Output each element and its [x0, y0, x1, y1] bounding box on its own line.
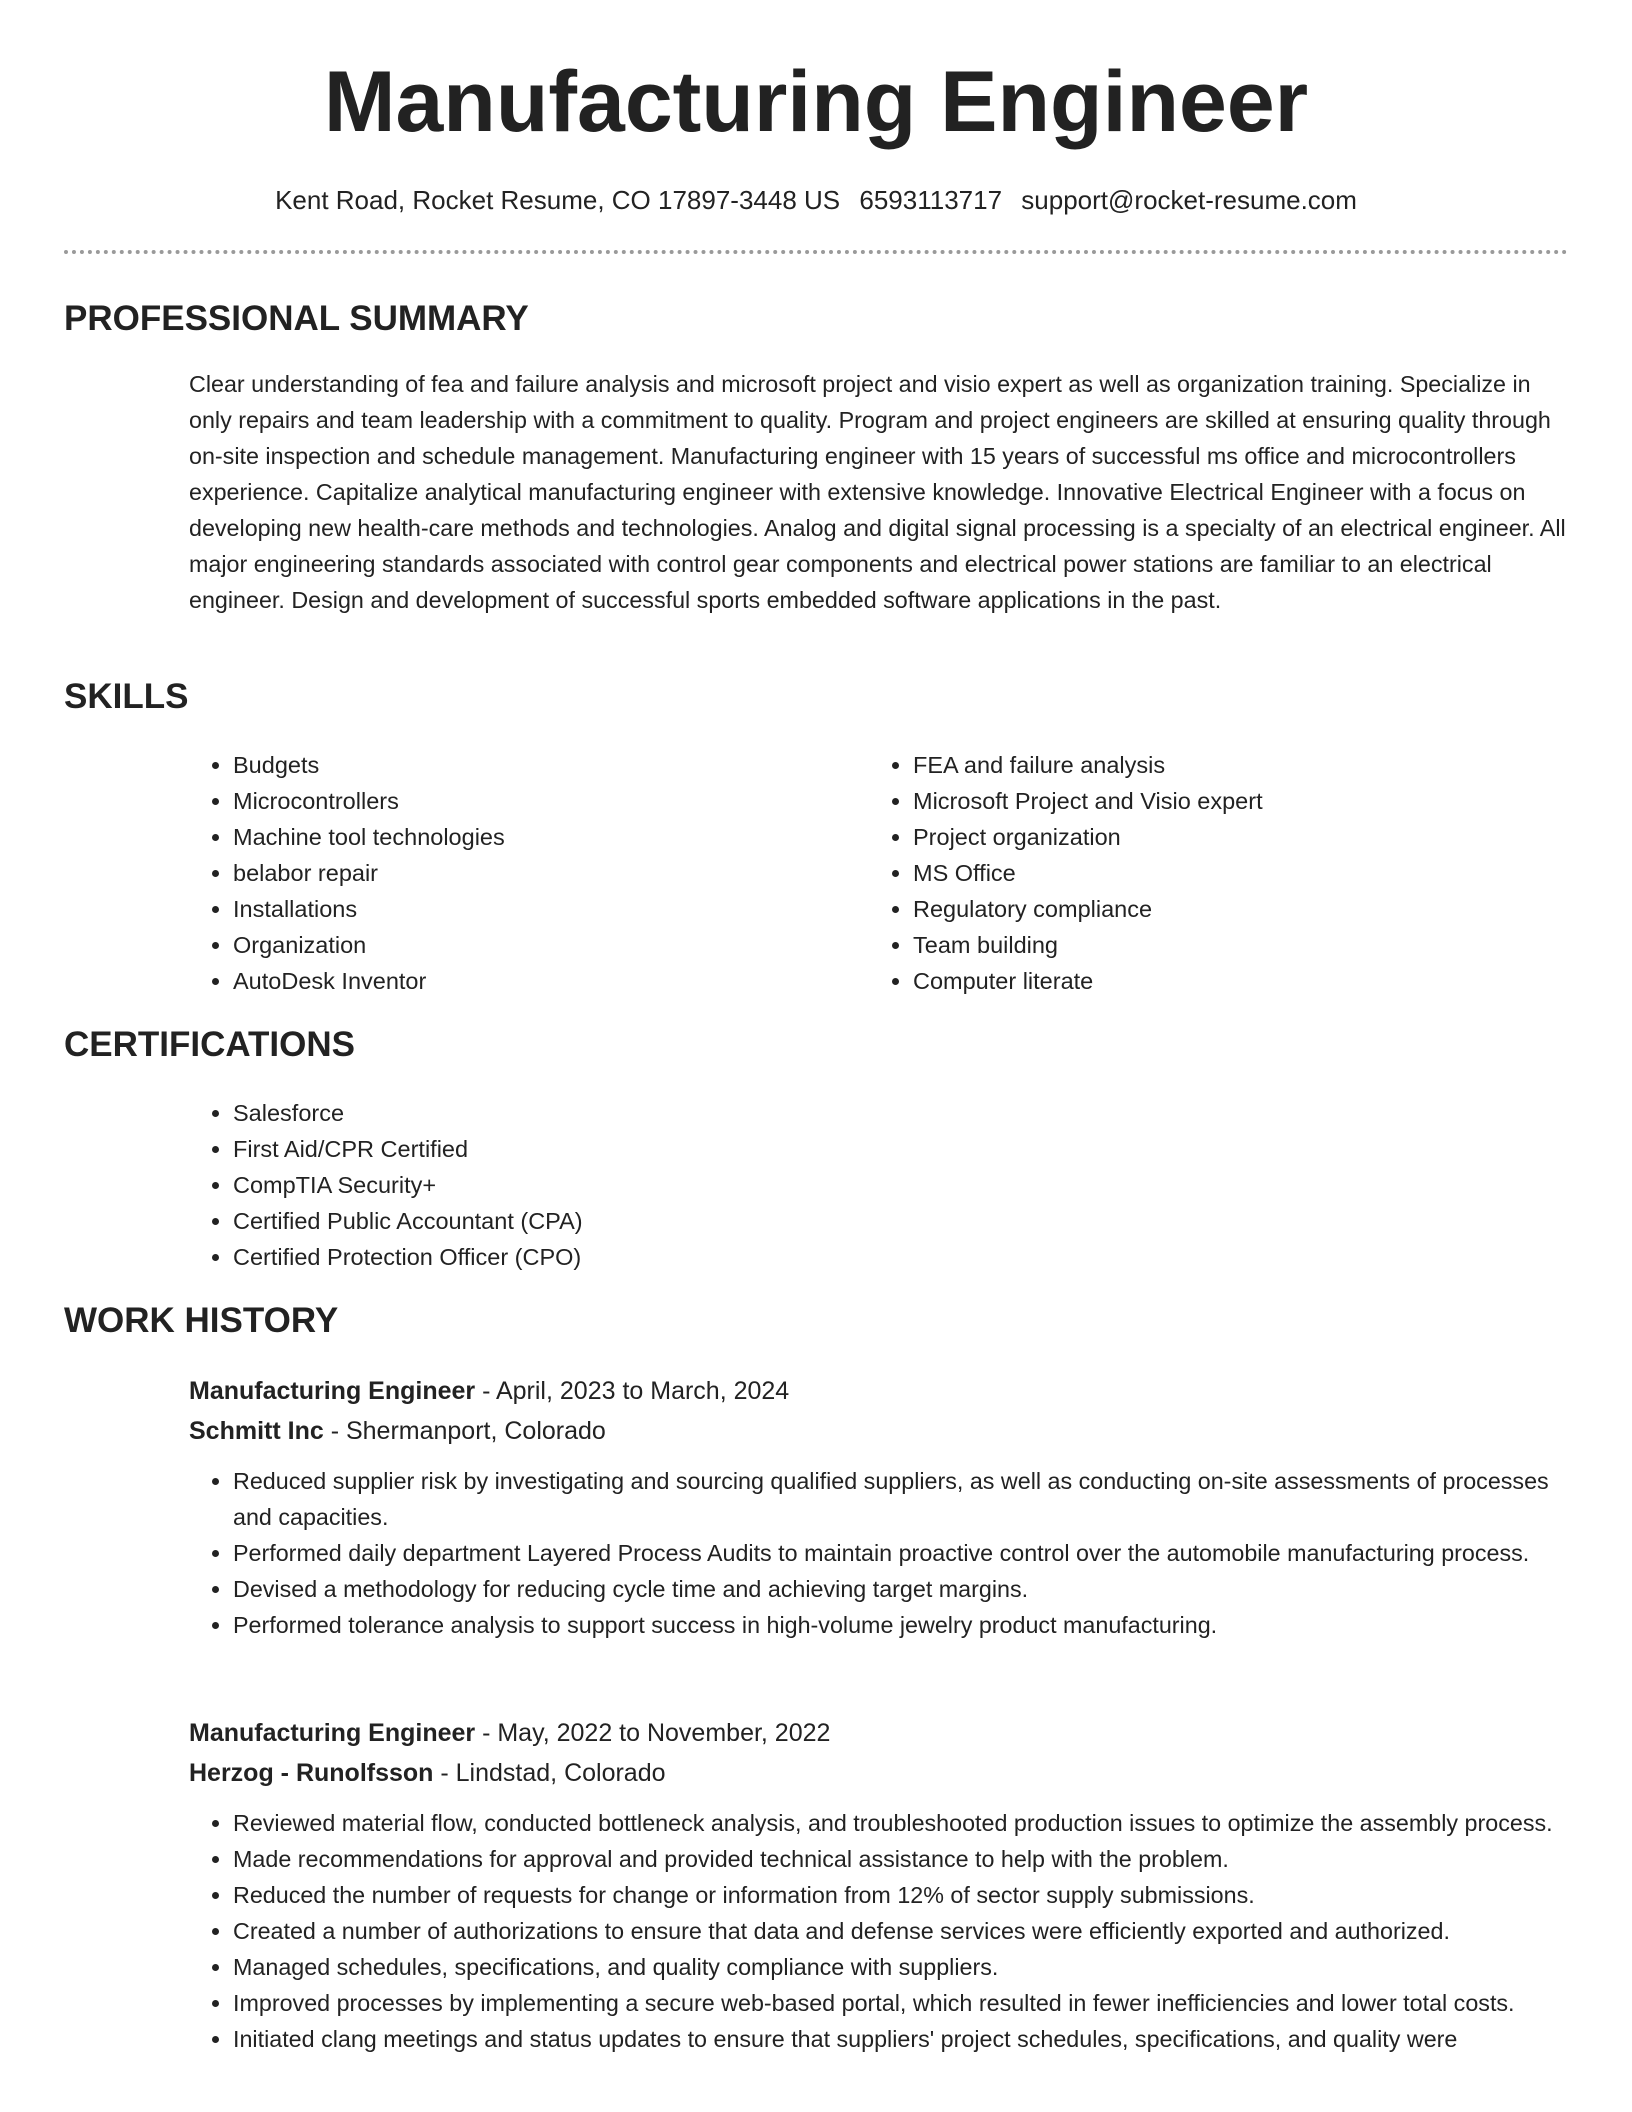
certification-item: • First Aid/CPR Certified	[233, 1131, 583, 1167]
job-company-line	[189, 1753, 1569, 1793]
job-bullet: • Reduced supplier risk by investigating and sourcing qualified suppliers, as well as conducting on-site assessments of processes and capacities.	[233, 1463, 1569, 1535]
job-title: Manufacturing Engineer	[189, 1719, 476, 1747]
certification-item: • Salesforce	[233, 1095, 583, 1131]
skill-item: • Microcontrollers	[233, 783, 809, 819]
summary-heading: PROFESSIONAL SUMMARY	[64, 299, 529, 338]
job-bullet: • Performed tolerance analysis to support success in high-volume jewelry product manufacturing.	[233, 1607, 1569, 1643]
certification-item: • Certified Protection Officer (CPO)	[233, 1239, 583, 1275]
contact-email: support@rocket-resume.com	[1021, 185, 1357, 215]
skills-right-column	[869, 747, 1549, 999]
job-bullet: • Reviewed material flow, conducted bottleneck analysis, and troubleshooted production issues to optimize the assembly process.	[233, 1805, 1569, 1841]
skill-item: • Organization	[233, 927, 809, 963]
resume-name: Manufacturing Engineer	[323, 54, 1309, 150]
skill-item: • Regulatory compliance	[913, 891, 1549, 927]
skill-item: • Team building	[913, 927, 1549, 963]
job-bullet: • Initiated clang meetings and status updates to ensure that suppliers' project schedules, specifications, and quality were	[233, 2021, 1569, 2057]
skills-heading: SKILLS	[64, 677, 189, 716]
skill-item: • Installations	[233, 891, 809, 927]
header-divider	[64, 250, 1568, 254]
work-history-heading: WORK HISTORY	[64, 1301, 339, 1340]
skill-item: • AutoDesk Inventor	[233, 963, 809, 999]
skill-item: • Computer literate	[913, 963, 1549, 999]
job-entry	[189, 1713, 1569, 2057]
skill-item: • Project organization	[913, 819, 1549, 855]
contact-line	[0, 183, 1632, 217]
job-bullet: • Reduced the number of requests for change or information from 12% of sector supply submissions.	[233, 1877, 1569, 1913]
job-bullet: • Performed daily department Layered Process Audits to maintain proactive control over the automobile manufacturing process.	[233, 1535, 1569, 1571]
job-dates: - May, 2022 to November, 2022	[475, 1719, 831, 1747]
certification-item: • CompTIA Security+	[233, 1167, 583, 1203]
job-dates: - April, 2023 to March, 2024	[475, 1377, 790, 1405]
job-location: - Shermanport, Colorado	[323, 1417, 606, 1445]
job-bullet: • Made recommendations for approval and provided technical assistance to help with the problem.	[233, 1841, 1569, 1877]
certification-item: • Certified Public Accountant (CPA)	[233, 1203, 583, 1239]
job-title-line	[189, 1713, 1569, 1753]
job-bullet: • Created a number of authorizations to ensure that data and defense services were efficiently exported and authorized.	[233, 1913, 1569, 1949]
job-title: Manufacturing Engineer	[189, 1377, 476, 1405]
job-bullet: • Improved processes by implementing a secure web-based portal, which resulted in fewer inefficiencies and lower total costs.	[233, 1985, 1569, 2021]
job-company: Schmitt Inc	[189, 1417, 324, 1445]
skill-item: • belabor repair	[233, 855, 809, 891]
contact-phone: 6593113717	[859, 185, 1003, 215]
job-company-line	[189, 1411, 1569, 1451]
certifications-heading: CERTIFICATIONS	[64, 1025, 356, 1064]
skills-left-column	[189, 747, 809, 999]
certifications-list	[189, 1095, 583, 1275]
job-location: - Lindstad, Colorado	[433, 1759, 666, 1787]
job-bullet: • Managed schedules, specifications, and quality compliance with suppliers.	[233, 1949, 1569, 1985]
skill-item: • Microsoft Project and Visio expert	[913, 783, 1549, 819]
skill-item: • FEA and failure analysis	[913, 747, 1549, 783]
skill-item: • Budgets	[233, 747, 809, 783]
job-title-line	[189, 1371, 1569, 1411]
job-bullets	[189, 1805, 1569, 2057]
job-bullet: • Devised a methodology for reducing cycle time and achieving target margins.	[233, 1571, 1569, 1607]
summary-text: Clear understanding of fea and failure analysis and microsoft project and visio expert as well as organization training. Specialize in only repairs and team leadership with a commitment to quality. Program and project engineers are skilled at ensuring quality through on-site inspection and schedule management. Manufacturing engineer with 15 years of successful ms office and microcontrollers experience. Capitalize analytical manufacturing engineer with extensive knowledge. Innovative Electrical Engineer with a focus on developing new health-care methods and technologies. Analog and digital signal processing is a specialty of an electrical engineer. All major engineering standards associated with control gear components and electrical power stations are familiar to an electrical engineer. Design and development of successful sports embedded software applications in the past.	[189, 371, 1566, 613]
job-entry	[189, 1371, 1569, 1643]
job-bullets	[189, 1463, 1569, 1643]
job-company: Herzog - Runolfsson	[189, 1759, 434, 1787]
contact-address: Kent Road, Rocket Resume, CO 17897-3448 US	[275, 185, 841, 215]
skill-item: • MS Office	[913, 855, 1549, 891]
skill-item: • Machine tool technologies	[233, 819, 809, 855]
